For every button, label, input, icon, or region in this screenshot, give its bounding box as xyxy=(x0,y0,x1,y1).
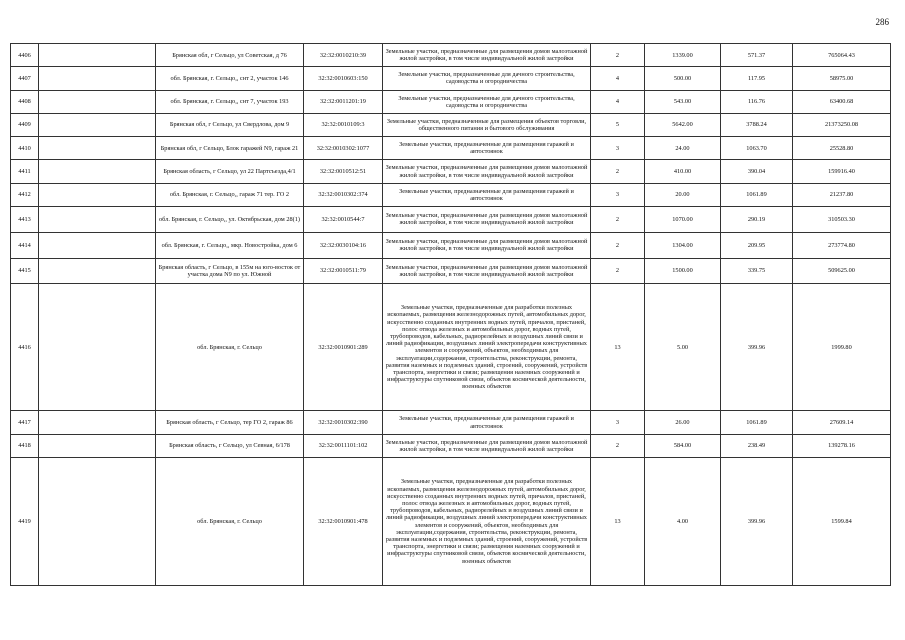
row-number: 4416 xyxy=(11,284,39,411)
specific-value-cell: 1061.89 xyxy=(721,411,793,434)
land-purpose-cell: Земельные участки, предназначенные для размещения домов малоэтажной жилой застройки, в том числе индивидуальной жилой застройки xyxy=(383,232,591,258)
address-cell: Брянская область, г Сельцо, тер ГО 2, гараж 86 xyxy=(156,411,304,434)
land-purpose-cell: Земельные участки, предназначенные для размещения гаражей и автостоянок xyxy=(383,183,591,206)
row-number: 4419 xyxy=(11,458,39,586)
cadastral-number-cell: 32:32:0010109:3 xyxy=(304,113,383,136)
cadastral-number-cell: 32:32:0030104:16 xyxy=(304,232,383,258)
area-cell: 20.00 xyxy=(645,183,721,206)
cadastral-value-cell: 21373250.08 xyxy=(793,113,891,136)
row-number: 4406 xyxy=(11,44,39,67)
area-cell: 584.00 xyxy=(645,434,721,457)
area-cell: 24.00 xyxy=(645,137,721,160)
land-purpose-cell: Земельные участки, предназначенные для размещения домов малоэтажной жилой застройки, в том числе индивидуальной жилой застройки xyxy=(383,207,591,233)
table-row xyxy=(11,258,891,284)
specific-value-cell: 209.95 xyxy=(721,232,793,258)
area-cell: 1339.00 xyxy=(645,44,721,67)
row-number: 4412 xyxy=(11,183,39,206)
cadastral-value-cell: 765064.43 xyxy=(793,44,891,67)
row-number: 4417 xyxy=(11,411,39,434)
table-row xyxy=(11,207,891,233)
area-cell: 5642.00 xyxy=(645,113,721,136)
table-row xyxy=(11,458,891,586)
land-purpose-cell: Земельные участки, предназначенные для размещения домов малоэтажной жилой застройки, в том числе индивидуальной жилой застройки xyxy=(383,434,591,457)
specific-value-cell: 117.95 xyxy=(721,67,793,90)
land-purpose-cell: Земельные участки, предназначенные для разработки полезных ископаемых, размещения железнодорожных путей, автомобильных дорог, искусственно созданных внутренних водных путей, причалов, пристаней, полос отвода железных и автомобильных дорог, водных путей, трубопроводов, кабельных, радиорелейных и воздушных линий связи и линий радиофикации, воздушных линий электропередачи конструктивных элементов и сооружений, объектов, необходимых для эксплуатации,содержания, строительства, реконструкции, ремонта, развития наземных и подземных зданий, строений, сооружений, устройств транспорта, энергетики и связи; размещения наземных сооружений и инфраструктуры спутниковой связи, объектов космической деятельности, военных объектов xyxy=(383,284,591,411)
cadastral-number-cell: 32:32:0010302:374 xyxy=(304,183,383,206)
group-cell: 4 xyxy=(591,67,645,90)
row-number: 4413 xyxy=(11,207,39,233)
specific-value-cell: 290.19 xyxy=(721,207,793,233)
cadastral-number-cell: 32:32:0010603:150 xyxy=(304,67,383,90)
row-number: 4407 xyxy=(11,67,39,90)
table-row xyxy=(11,183,891,206)
cadastral-number-cell: 32:32:0010512:51 xyxy=(304,160,383,183)
address-cell: обл. Брянская, г. Сельцо,, мкр. Новостройка, дом 6 xyxy=(156,232,304,258)
group-cell: 3 xyxy=(591,137,645,160)
cadastral-number-cell: 32:32:0010210:39 xyxy=(304,44,383,67)
area-cell: 4.00 xyxy=(645,458,721,586)
specific-value-cell: 399.96 xyxy=(721,284,793,411)
address-cell: Брянская обл, г Сельцо, ул Советская, д 76 xyxy=(156,44,304,67)
blank-cell xyxy=(39,207,156,233)
cadastral-value-cell: 27609.14 xyxy=(793,411,891,434)
table-row xyxy=(11,411,891,434)
table-row xyxy=(11,160,891,183)
row-number: 4418 xyxy=(11,434,39,457)
group-cell: 3 xyxy=(591,411,645,434)
cadastral-value-cell: 63400.68 xyxy=(793,90,891,113)
group-cell: 2 xyxy=(591,258,645,284)
row-number: 4408 xyxy=(11,90,39,113)
cadastral-number-cell: 32:32:0010544:7 xyxy=(304,207,383,233)
cadastral-number-cell: 32:32:0010901:289 xyxy=(304,284,383,411)
group-cell: 13 xyxy=(591,458,645,586)
group-cell: 2 xyxy=(591,232,645,258)
address-cell: Брянская обл, г Сельцо, Блок гаражей N9, гараж 21 xyxy=(156,137,304,160)
row-number: 4410 xyxy=(11,137,39,160)
area-cell: 410.00 xyxy=(645,160,721,183)
land-purpose-cell: Земельные участки, предназначенные для размещения домов малоэтажной жилой застройки, в том числе индивидуальной жилой застройки xyxy=(383,258,591,284)
land-purpose-cell: Земельные участки, предназначенные для размещения домов малоэтажной жилой застройки, в том числе индивидуальной жилой застройки xyxy=(383,160,591,183)
area-cell: 1500.00 xyxy=(645,258,721,284)
blank-cell xyxy=(39,284,156,411)
group-cell: 2 xyxy=(591,44,645,67)
blank-cell xyxy=(39,137,156,160)
area-cell: 500.00 xyxy=(645,67,721,90)
cadastral-value-cell: 310503.30 xyxy=(793,207,891,233)
land-purpose-cell: Земельные участки, предназначенные для дачного строительства, садоводства и огородничества xyxy=(383,67,591,90)
address-cell: обл. Брянская, г. Сельцо,, ул. Октябрьская, дом 28(1) xyxy=(156,207,304,233)
group-cell: 2 xyxy=(591,160,645,183)
land-purpose-cell: Земельные участки, предназначенные для разработки полезных ископаемых, размещения железнодорожных путей, автомобильных дорог, искусственно созданных внутренних водных путей, причалов, пристаней, полос отвода железных и автомобильных дорог, водных путей, трубопроводов, кабельных, радиорелейных и воздушных линий связи и линий радиофикации, воздушных линий электропередачи конструктивных элементов и сооружений, объектов, необходимых для эксплуатации,содержания, строительства, реконструкции, ремонта, развития наземных и подземных зданий, строений, сооружений, устройств транспорта, энергетики и связи; размещения наземных сооружений и инфраструктуры спутниковой связи, объектов космической деятельности, военных объектов xyxy=(383,458,591,586)
row-number: 4411 xyxy=(11,160,39,183)
page-number: 286 xyxy=(875,17,889,27)
address-cell: Брянская область, г Сельцо, ул 22 Партсъезда,4/1 xyxy=(156,160,304,183)
address-cell: обл. Брянская, г. Сельцо xyxy=(156,284,304,411)
blank-cell xyxy=(39,90,156,113)
address-cell: Брянская обл, г Сельцо, ул Свердлова, дом 9 xyxy=(156,113,304,136)
address-cell: обл. Брянская, г. Сельцо,, снт 7, участок 193 xyxy=(156,90,304,113)
specific-value-cell: 116.76 xyxy=(721,90,793,113)
land-purpose-cell: Земельные участки, предназначенные для дачного строительства, садоводства и огородничества xyxy=(383,90,591,113)
specific-value-cell: 1061.89 xyxy=(721,183,793,206)
row-number: 4409 xyxy=(11,113,39,136)
table-row xyxy=(11,434,891,457)
cadastral-value-cell: 1999.80 xyxy=(793,284,891,411)
cadastral-number-cell: 32:32:0011201:19 xyxy=(304,90,383,113)
cadastral-number-cell: 32:32:0010901:478 xyxy=(304,458,383,586)
address-cell: обл. Брянская, г. Сельцо,, снт 2, участок 146 xyxy=(156,67,304,90)
cadastral-value-cell: 273774.80 xyxy=(793,232,891,258)
cadastral-number-cell: 32:32:0010302:1077 xyxy=(304,137,383,160)
land-purpose-cell: Земельные участки, предназначенные для размещения объектов торговли, общественного питания и бытового обслуживания xyxy=(383,113,591,136)
table-row xyxy=(11,67,891,90)
blank-cell xyxy=(39,67,156,90)
table-row xyxy=(11,113,891,136)
blank-cell xyxy=(39,434,156,457)
address-cell: обл. Брянская, г. Сельцо xyxy=(156,458,304,586)
group-cell: 2 xyxy=(591,207,645,233)
row-number: 4415 xyxy=(11,258,39,284)
group-cell: 2 xyxy=(591,434,645,457)
specific-value-cell: 390.04 xyxy=(721,160,793,183)
blank-cell xyxy=(39,44,156,67)
area-cell: 5.00 xyxy=(645,284,721,411)
area-cell: 543.00 xyxy=(645,90,721,113)
cadastral-number-cell: 32:32:0010511:79 xyxy=(304,258,383,284)
row-number: 4414 xyxy=(11,232,39,258)
blank-cell xyxy=(39,183,156,206)
table-row xyxy=(11,90,891,113)
cadastral-value-cell: 1599.84 xyxy=(793,458,891,586)
cadastral-value-cell: 58975.00 xyxy=(793,67,891,90)
group-cell: 5 xyxy=(591,113,645,136)
blank-cell xyxy=(39,113,156,136)
address-cell: Брянская область, г Сельцо, в 155м на юго-восток от участка дома N9 по ул. Южной xyxy=(156,258,304,284)
land-purpose-cell: Земельные участки, предназначенные для размещения гаражей и автостоянок xyxy=(383,137,591,160)
land-purpose-cell: Земельные участки, предназначенные для размещения домов малоэтажной жилой застройки, в том числе индивидуальной жилой застройки xyxy=(383,44,591,67)
table-row xyxy=(11,44,891,67)
group-cell: 4 xyxy=(591,90,645,113)
cadastral-value-cell: 509625.00 xyxy=(793,258,891,284)
blank-cell xyxy=(39,160,156,183)
cadastral-value-cell: 139278.16 xyxy=(793,434,891,457)
specific-value-cell: 339.75 xyxy=(721,258,793,284)
table-row xyxy=(11,284,891,411)
cadastral-number-cell: 32:32:0010302:390 xyxy=(304,411,383,434)
specific-value-cell: 571.37 xyxy=(721,44,793,67)
blank-cell xyxy=(39,258,156,284)
table-row xyxy=(11,232,891,258)
blank-cell xyxy=(39,458,156,586)
group-cell: 13 xyxy=(591,284,645,411)
specific-value-cell: 399.96 xyxy=(721,458,793,586)
area-cell: 26.00 xyxy=(645,411,721,434)
blank-cell xyxy=(39,411,156,434)
specific-value-cell: 1063.70 xyxy=(721,137,793,160)
address-cell: обл. Брянская, г. Сельцо,, гараж 71 тер. ГО 2 xyxy=(156,183,304,206)
cadastral-number-cell: 32:32:0011101:102 xyxy=(304,434,383,457)
area-cell: 1304.00 xyxy=(645,232,721,258)
specific-value-cell: 3788.24 xyxy=(721,113,793,136)
area-cell: 1070.00 xyxy=(645,207,721,233)
specific-value-cell: 238.49 xyxy=(721,434,793,457)
cadastral-value-cell: 159916.40 xyxy=(793,160,891,183)
address-cell: Брянская область, г Сельцо, ул Севная, 6/178 xyxy=(156,434,304,457)
cadastral-value-cell: 21237.80 xyxy=(793,183,891,206)
group-cell: 3 xyxy=(591,183,645,206)
blank-cell xyxy=(39,232,156,258)
cadastral-value-cell: 25528.80 xyxy=(793,137,891,160)
table-row xyxy=(11,137,891,160)
land-registry-table xyxy=(10,43,891,586)
land-purpose-cell: Земельные участки, предназначенные для размещения гаражей и автостоянок xyxy=(383,411,591,434)
